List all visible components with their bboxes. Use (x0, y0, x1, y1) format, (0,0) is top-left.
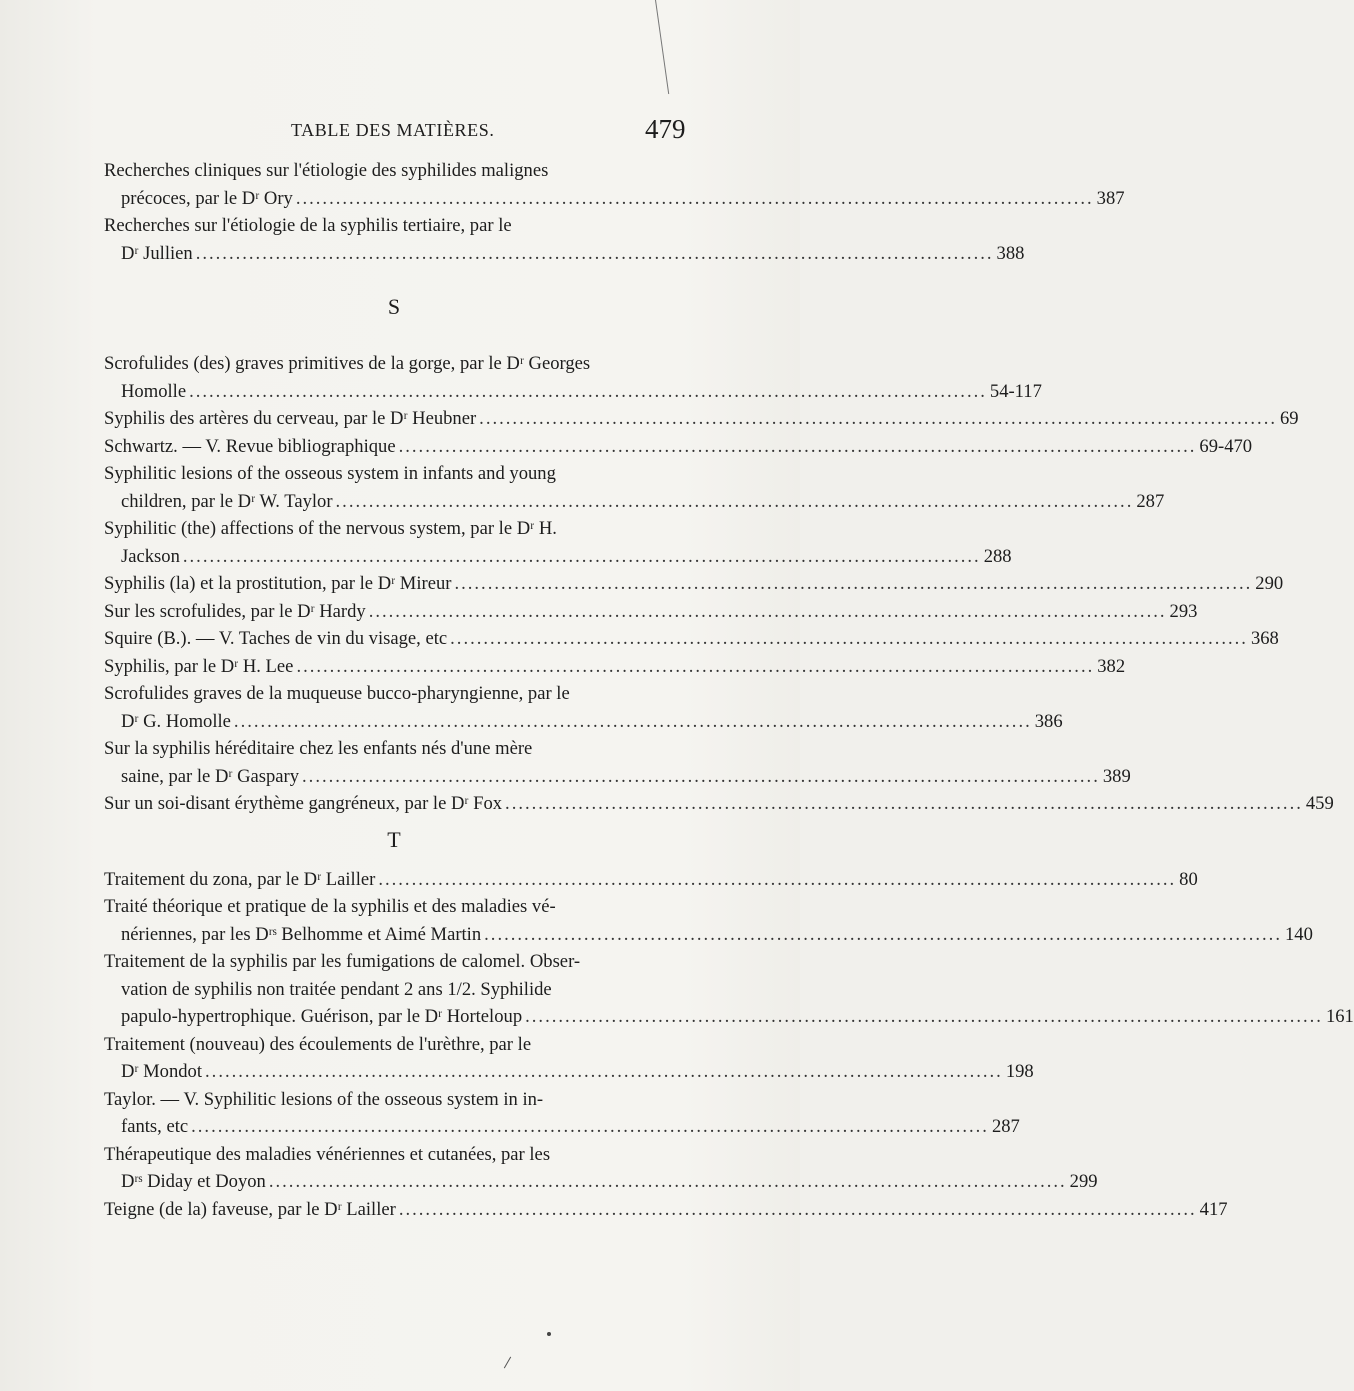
toc-entry (104, 735, 1131, 790)
dot-leader: ........................................................................................................................ (398, 435, 1197, 457)
dot-leader: ........................................................................................................................ (268, 1171, 1067, 1192)
dot-leader: ........................................................................................................................ (525, 1006, 1323, 1027)
entry-page-ref: 287 (1136, 490, 1165, 512)
entry-page-ref: 417 (1199, 1198, 1228, 1220)
ink-speck (547, 1332, 551, 1336)
entry-last-line (104, 378, 1042, 406)
entry-text: papulo-hypertrophique. Guérison, par le Dʳ Horteloup (121, 1006, 523, 1027)
entry-text: Dʳˢ Diday et Doyon (121, 1171, 266, 1192)
entry-page-ref: 69 (1279, 408, 1299, 429)
page-number: 479 (645, 114, 686, 144)
dot-leader: ........................................................................................................................ (398, 1198, 1197, 1220)
dot-leader: ........................................................................................................................ (205, 1061, 1003, 1082)
entry-page-ref: 288 (983, 545, 1012, 567)
entry-page-ref: 299 (1069, 1171, 1098, 1192)
entry-text: Jackson (121, 545, 180, 567)
section-spacer (104, 818, 684, 826)
entry-last-line (104, 653, 1126, 681)
pencil-tick (504, 1357, 511, 1369)
dot-leader: ........................................................................................................................ (295, 187, 1094, 209)
toc-entry (104, 1141, 1098, 1196)
entry-line: Syphilitic lesions of the osseous system in infants and young (104, 463, 556, 484)
entry-page-ref: 368 (1250, 628, 1279, 649)
section-spacer (104, 267, 684, 293)
entry-page-ref: 287 (991, 1116, 1020, 1137)
entry-page-ref: 198 (1005, 1061, 1034, 1082)
dot-leader: ........................................................................................................................ (378, 868, 1177, 890)
section-letter: T (387, 826, 401, 852)
entry-text: Dʳ Mondot (121, 1061, 203, 1082)
entry-page-ref: 290 (1255, 573, 1284, 594)
entry-page-ref: 293 (1169, 600, 1198, 622)
entry-last-line (104, 1058, 1034, 1086)
toc-entry (104, 1031, 1034, 1086)
toc-entry (104, 433, 1253, 461)
toc-entry (104, 680, 1063, 735)
dot-leader: ........................................................................................................................ (195, 242, 994, 264)
entry-line: Traitement (nouveau) des écoulements de l'urèthre, par le (104, 1033, 532, 1055)
entry-last-line (104, 240, 1025, 268)
dot-leader: ........................................................................................................................ (189, 380, 987, 402)
entry-line: Recherches sur l'étiologie de la syphilis tertiaire, par le (104, 215, 512, 236)
entry-page-ref: 389 (1102, 765, 1131, 787)
dot-leader: ........................................................................................................................ (479, 408, 1277, 429)
entry-page-ref: 80 (1179, 868, 1198, 890)
dot-leader: ........................................................................................................................ (191, 1116, 989, 1137)
dot-leader: ........................................................................................................................ (296, 655, 1095, 677)
entry-last-line (104, 543, 1012, 571)
entry-last-line (104, 625, 1279, 653)
entry-page-ref: 382 (1097, 655, 1126, 677)
toc-entry (104, 350, 1042, 405)
entry-page-ref: 388 (996, 242, 1025, 264)
entry-last-line (104, 488, 1165, 516)
entry-last-line (104, 433, 1253, 461)
entry-page-ref: 140 (1284, 923, 1313, 945)
entry-text: Sur les scrofulides, par le Dʳ Hardy (104, 600, 366, 622)
entry-text: Syphilis, par le Dʳ H. Lee (104, 655, 294, 677)
entry-line: Thérapeutique des maladies vénériennes et cutanées, par les (104, 1143, 551, 1165)
entry-text: children, par le Dʳ W. Taylor (121, 490, 333, 512)
dot-leader: ........................................................................................................................ (505, 793, 1303, 814)
entry-text: précoces, par le Dʳ Ory (121, 187, 293, 209)
toc-entry (104, 1196, 1228, 1224)
dot-leader: ........................................................................................................................ (454, 573, 1253, 594)
entry-text: Homolle (121, 380, 187, 402)
entry-text: Syphilis des artères du cerveau, par le Dʳ Heubner (104, 408, 477, 429)
entry-page-ref: 459 (1305, 793, 1334, 814)
dot-leader: ........................................................................................................................ (368, 600, 1167, 622)
entry-line: vation de syphilis non traitée pendant 2 ans 1/2. Syphilide (121, 978, 552, 1000)
toc-entry (104, 625, 1279, 653)
entry-last-line (104, 1113, 1020, 1141)
entry-line: Traité théorique et pratique de la syphilis et des maladies vé- (104, 896, 556, 917)
entry-text: Schwartz. — V. Revue bibliographique (104, 435, 396, 457)
entry-last-line (104, 790, 1334, 818)
entry-page-ref: 54-117 (989, 380, 1042, 402)
entry-last-line (104, 185, 1125, 213)
entry-last-line (104, 708, 1063, 736)
dot-leader: ........................................................................................................................ (182, 545, 981, 567)
entry-line: Recherches cliniques sur l'étiologie des syphilides malignes (104, 160, 549, 181)
section-spacer (104, 321, 684, 350)
entry-text: fants, etc (121, 1116, 189, 1137)
table-of-contents (104, 157, 1354, 1223)
entry-text: Syphilis (la) et la prostitution, par le Dʳ Mireur (104, 573, 452, 594)
entry-text: Teigne (de la) faveuse, par le Dʳ Lailler (104, 1198, 396, 1220)
toc-entry (104, 405, 1299, 433)
toc-entry (104, 893, 1313, 948)
entry-last-line (104, 570, 1284, 598)
entry-line: Traitement de la syphilis par les fumigations de calomel. Obser- (104, 951, 581, 972)
entry-last-line (104, 763, 1131, 791)
toc-entry (104, 598, 1198, 626)
entry-last-line (104, 1196, 1228, 1224)
dot-leader: ........................................................................................................................ (302, 765, 1100, 787)
entry-text: nériennes, par les Dʳˢ Belhomme et Aimé Martin (121, 923, 482, 945)
entry-text: Squire (B.). — V. Taches de vin du visage, etc (104, 628, 448, 649)
toc-entry (104, 653, 1126, 681)
entry-last-line (104, 1168, 1098, 1196)
dot-leader: ........................................................................................................................ (450, 628, 1248, 649)
toc-entry (104, 157, 1125, 212)
toc-entry (104, 790, 1334, 818)
dot-leader: ........................................................................................................................ (335, 490, 1134, 512)
toc-entry (104, 212, 1025, 267)
entry-last-line (104, 405, 1299, 433)
entry-last-line (104, 866, 1198, 894)
page-header (0, 114, 800, 148)
toc-entry (104, 515, 1012, 570)
dot-leader: ........................................................................................................................ (484, 923, 1282, 945)
dot-leader: ........................................................................................................................ (233, 710, 1032, 732)
toc-entry (104, 460, 1165, 515)
entry-text: Traitement du zona, par le Dʳ Lailler (104, 868, 376, 890)
entry-line: Syphilitic (the) affections of the nervous system, par le Dʳ H. (104, 518, 557, 539)
entry-line: Taylor. — V. Syphilitic lesions of the osseous system in in- (104, 1088, 544, 1110)
entry-last-line (104, 598, 1198, 626)
entry-text: Dʳ G. Homolle (121, 710, 231, 732)
running-title: TABLE DES MATIÈRES. (291, 120, 495, 140)
entry-page-ref: 386 (1034, 710, 1063, 732)
entry-page-ref: 161 (1325, 1006, 1354, 1027)
entry-last-line (104, 1003, 1354, 1031)
toc-entry (104, 948, 1354, 1031)
entry-line: Scrofulides graves de la muqueuse bucco-pharyngienne, par le (104, 683, 570, 704)
section-letter: S (387, 294, 401, 319)
entry-text: Sur un soi-disant érythème gangréneux, par le Dʳ Fox (104, 793, 503, 814)
entry-page-ref: 387 (1096, 187, 1125, 209)
toc-entry (104, 570, 1284, 598)
toc-entry (104, 866, 1198, 894)
entry-line: Sur la syphilis héréditaire chez les enfants nés d'une mère (104, 738, 533, 759)
entry-text: Dʳ Jullien (121, 242, 193, 264)
entry-last-line (104, 921, 1313, 949)
entry-page-ref: 69-470 (1199, 435, 1253, 457)
entry-text: saine, par le Dʳ Gaspary (121, 765, 300, 787)
toc-entry (104, 1086, 1020, 1141)
page-edge-mark (655, 0, 669, 94)
section-spacer (104, 854, 684, 866)
entry-line: Scrofulides (des) graves primitives de la gorge, par le Dʳ Georges (104, 353, 591, 374)
